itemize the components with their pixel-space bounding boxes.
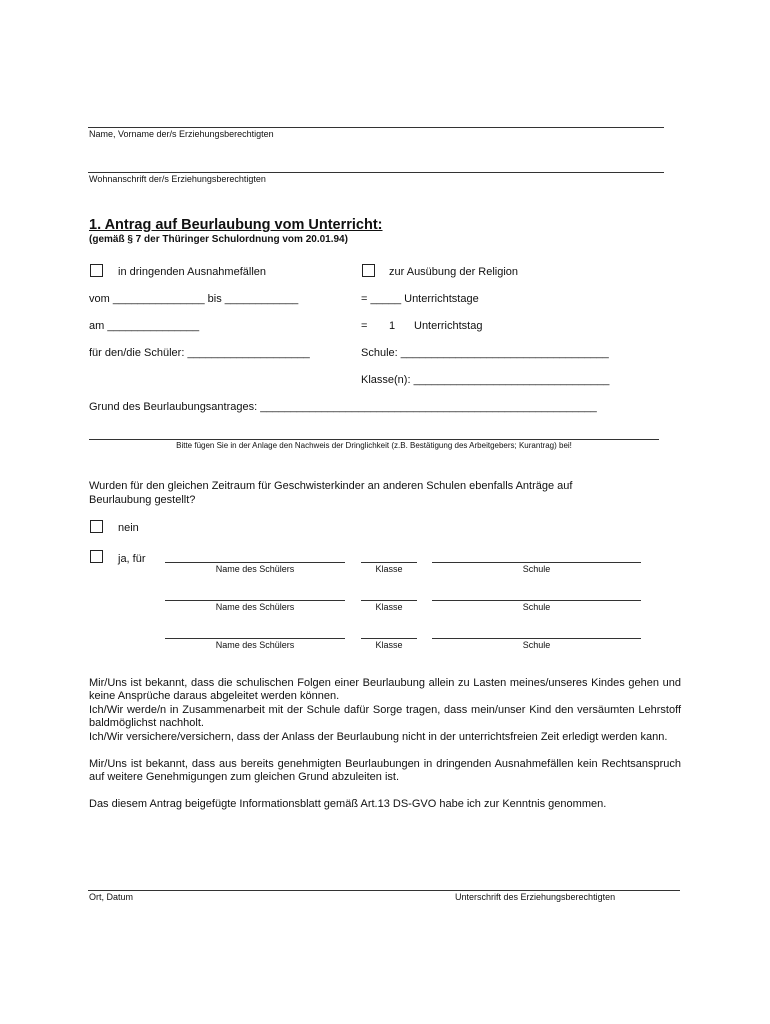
yes-checkbox[interactable]	[90, 550, 103, 563]
sibling-school-line[interactable]	[432, 562, 641, 563]
reason-note: Bitte fügen Sie in der Anlage den Nachweis der Dringlichkeit (z.B. Bestätigung des Arbeitgebers; Kurantrag) bei!	[176, 441, 572, 450]
period-from-field[interactable]: vom _______________ bis ____________	[89, 293, 299, 305]
reason-line-2[interactable]	[89, 439, 659, 440]
urgent-label: in dringenden Ausnahmefällen	[118, 266, 267, 278]
gdpr-acknowledgement: Das diesem Antrag beigefügte Informationsblatt gemäß Art.13 DS-GVO habe ich zur Kenntnis genommen.	[89, 798, 607, 810]
section-title: 1. Antrag auf Beurlaubung vom Unterricht:	[89, 217, 383, 233]
declaration-paragraph: Ich/Wir versichere/versichern, dass der Anlass der Beurlaubung nicht in der unterrichtsfreien Zeit erledigt werden kann.	[89, 731, 668, 743]
sibling-class-caption: Klasse	[375, 640, 403, 650]
sibling-class-caption: Klasse	[375, 602, 403, 612]
sibling-school-caption: Schule	[522, 640, 551, 650]
address-label: Wohnanschrift der/s Erziehungsberechtigten	[89, 174, 266, 184]
one-day-value: 1	[389, 320, 396, 332]
sibling-class-line[interactable]	[361, 562, 417, 563]
on-date-field[interactable]: am _______________	[89, 320, 200, 332]
signature-line[interactable]	[88, 890, 680, 891]
siblings-question-2: Beurlaubung gestellt?	[89, 494, 196, 506]
class-field[interactable]: Klasse(n): ________________________________	[361, 374, 610, 386]
one-day-label: Unterrichtstag	[414, 320, 483, 332]
sibling-school-caption: Schule	[522, 564, 551, 574]
section-subtitle: (gemäß § 7 der Thüringer Schulordnung vom 20.01.94)	[89, 234, 348, 245]
signature-label: Unterschrift des Erziehungsberechtigten	[455, 892, 616, 902]
no-label: nein	[118, 522, 139, 534]
no-checkbox[interactable]	[90, 520, 103, 533]
declaration-paragraph: Ich/Wir werde/n in Zusammenarbeit mit der Schule dafür Sorge tragen, dass mein/unser Kind den versäumten Lehrstoff baldmöglichst nachholt.	[89, 704, 681, 730]
siblings-question-1: Wurden für den gleichen Zeitraum für Geschwisterkinder an anderen Schulen ebenfalls Anträge auf	[89, 480, 573, 492]
declaration-paragraph: Mir/Uns ist bekannt, dass die schulischen Folgen einer Beurlaubung allein zu Lasten meines/unseres Kindes gehen und keine Ansprüche daraus abgeleitet werden können.	[89, 677, 681, 703]
name-line[interactable]	[88, 127, 664, 128]
sibling-school-caption: Schule	[522, 602, 551, 612]
name-label: Name, Vorname der/s Erziehungsberechtigten	[89, 129, 274, 139]
one-day-eq: =	[361, 320, 368, 332]
religion-label: zur Ausübung der Religion	[389, 266, 519, 278]
reason-field[interactable]: Grund des Beurlaubungsantrages: _______________________________________________________	[89, 401, 597, 413]
religion-checkbox[interactable]	[362, 264, 375, 277]
sibling-name-line[interactable]	[165, 638, 345, 639]
days-field[interactable]: = _____ Unterrichtstage	[361, 293, 479, 305]
sibling-class-line[interactable]	[361, 600, 417, 601]
place-date-label: Ort, Datum	[89, 892, 134, 902]
sibling-class-caption: Klasse	[375, 564, 403, 574]
sibling-name-line[interactable]	[165, 600, 345, 601]
address-line[interactable]	[88, 172, 664, 173]
declaration-paragraph: Mir/Uns ist bekannt, dass aus bereits genehmigten Beurlaubungen in dringenden Ausnahmefällen kein Rechtsanspruch auf weitere Genehmigungen zum gleichen Grund abzuleiten ist.	[89, 758, 681, 784]
sibling-name-line[interactable]	[165, 562, 345, 563]
student-field[interactable]: für den/die Schüler: ____________________	[89, 347, 310, 359]
school-field[interactable]: Schule: __________________________________	[361, 347, 609, 359]
sibling-school-line[interactable]	[432, 600, 641, 601]
sibling-class-line[interactable]	[361, 638, 417, 639]
yes-label: ja, für	[118, 553, 146, 565]
sibling-school-line[interactable]	[432, 638, 641, 639]
sibling-name-caption: Name des Schülers	[215, 564, 295, 574]
sibling-name-caption: Name des Schülers	[215, 640, 295, 650]
sibling-name-caption: Name des Schülers	[215, 602, 295, 612]
urgent-checkbox[interactable]	[90, 264, 103, 277]
